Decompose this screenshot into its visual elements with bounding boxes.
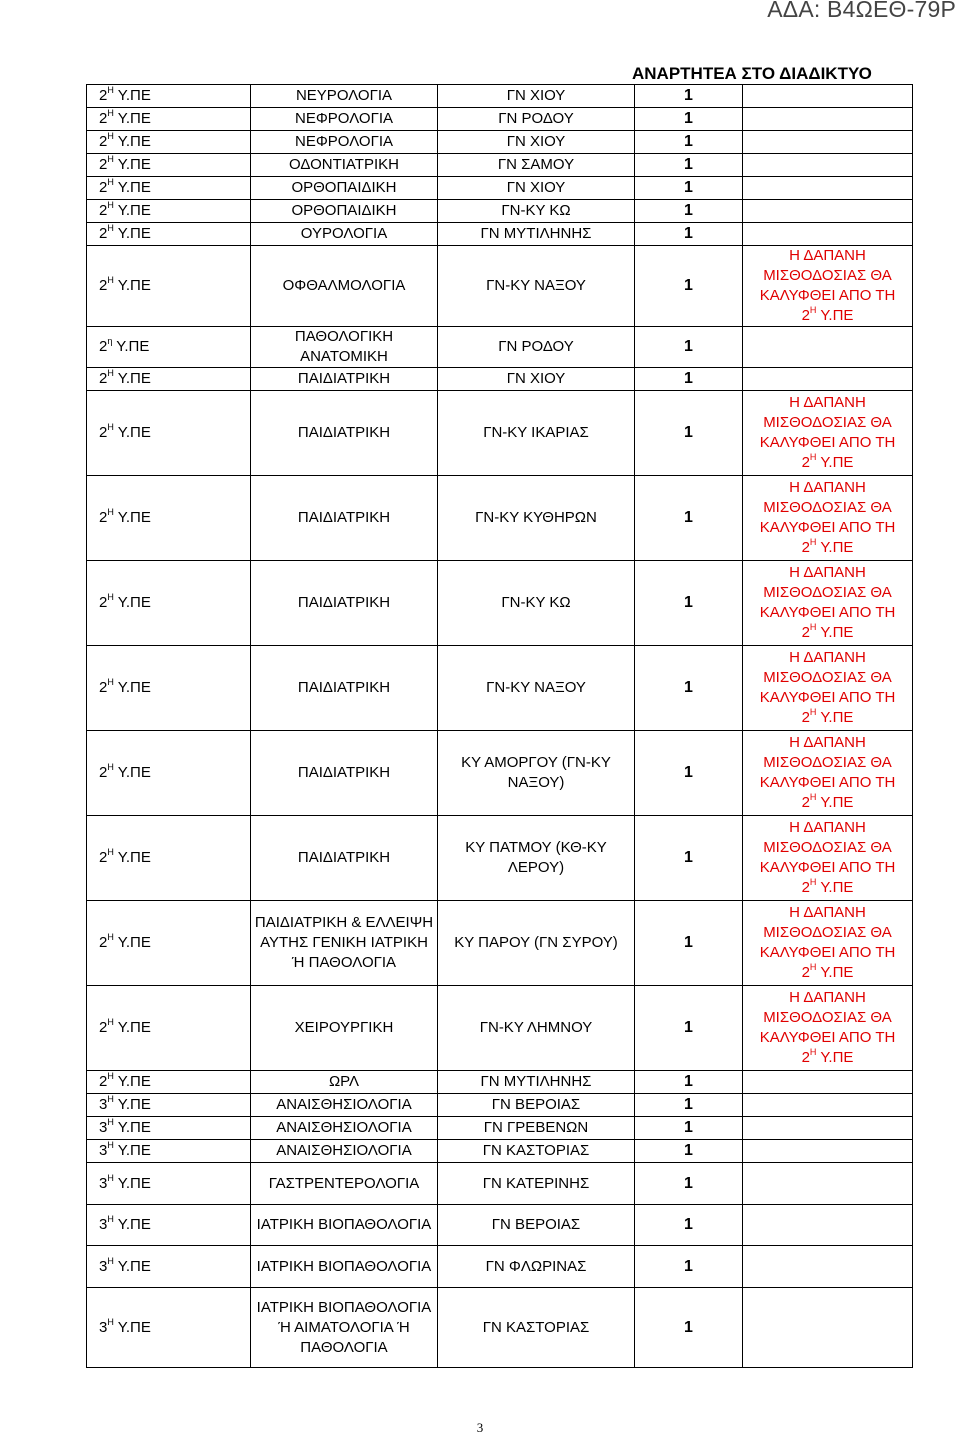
region-suffix: Υ.ΠΕ xyxy=(117,225,151,242)
region-suffix: Υ.ΠΕ xyxy=(117,1216,151,1233)
region-number: 3 xyxy=(99,1257,108,1275)
region-cell xyxy=(87,731,251,816)
ada-code: ΑΔΑ: Β4ΩΕΘ-79Ρ xyxy=(767,0,956,22)
region-superscript: Η xyxy=(107,1214,114,1224)
table-row xyxy=(87,368,913,391)
region-number: 2 xyxy=(99,1019,108,1036)
region-number: 2 xyxy=(99,202,108,219)
funding-note-number: 2 xyxy=(801,709,810,726)
count-cell: 1 xyxy=(635,391,743,476)
hospital-cell: ΓΝ ΡΟΔΟΥ xyxy=(438,327,635,368)
count-cell: 1 xyxy=(635,1117,743,1140)
funding-note-cell xyxy=(743,200,913,223)
funding-note-cell xyxy=(743,1288,913,1368)
table-row xyxy=(87,1071,913,1094)
hospital-cell: ΓΝ-ΚΥ ΛΗΜΝΟΥ xyxy=(438,986,635,1071)
region-suffix: Υ.ΠΕ xyxy=(117,594,151,611)
region-cell xyxy=(87,368,251,391)
region-cell xyxy=(87,1117,251,1140)
region-number: 2 xyxy=(99,679,108,696)
funding-note-cell xyxy=(743,1205,913,1246)
region-superscript: Η xyxy=(107,275,114,285)
count-cell: 1 xyxy=(635,131,743,154)
funding-note-suffix: Υ.ΠΕ xyxy=(820,624,854,641)
region-superscript: Η xyxy=(107,85,114,95)
count-cell: 1 xyxy=(635,200,743,223)
table-row xyxy=(87,1117,913,1140)
region-superscript: Η xyxy=(107,154,114,164)
hospital-cell: ΓΝ ΚΑΣΤΟΡΙΑΣ xyxy=(438,1140,635,1163)
count-cell: 1 xyxy=(635,1205,743,1246)
hospital-cell: ΓΝ ΜΥΤΙΛΗΝΗΣ xyxy=(438,1071,635,1094)
region-suffix: Υ.ΠΕ xyxy=(117,679,151,696)
page-number: 3 xyxy=(476,1420,484,1435)
hospital-cell: ΓΝ ΓΡΕΒΕΝΩΝ xyxy=(438,1117,635,1140)
region-cell xyxy=(87,154,251,177)
funding-note-number: 2 xyxy=(801,454,810,471)
region-number: 3 xyxy=(99,1216,108,1233)
specialty-cell: ΠΑΙΔΙΑΤΡΙΚΗ xyxy=(251,391,438,476)
hospital-cell: ΓΝ ΧΙΟΥ xyxy=(438,177,635,200)
table-row xyxy=(87,816,913,901)
region-superscript: Η xyxy=(107,847,114,857)
count-cell: 1 xyxy=(635,646,743,731)
funding-note-superscript: Η xyxy=(809,305,817,315)
positions-table-body xyxy=(87,85,913,1368)
region-superscript: Η xyxy=(107,1316,114,1327)
funding-note-text: Η ΔΑΠΑΝΗ ΜΙΣΘΟΔΟΣΙΑΣ ΘΑ ΚΑΛΥΦΘΕΙ ΑΠΟ ΤΗ xyxy=(759,564,896,621)
funding-note-cell xyxy=(743,901,913,986)
region-number: 3 xyxy=(99,1119,108,1136)
count-cell: 1 xyxy=(635,1246,743,1288)
specialty-cell: ΠΑΙΔΙΑΤΡΙΚΗ xyxy=(251,646,438,731)
funding-note-cell xyxy=(743,1117,913,1140)
funding-note-text: Η ΔΑΠΑΝΗ ΜΙΣΘΟΔΟΣΙΑΣ ΘΑ ΚΑΛΥΦΘΕΙ ΑΠΟ ΤΗ xyxy=(759,479,896,536)
funding-note-cell xyxy=(743,561,913,646)
specialty-cell: ΑΝΑΙΣΘΗΣΙΟΛΟΓΙΑ xyxy=(251,1094,438,1117)
region-cell xyxy=(87,200,251,223)
count-cell: 1 xyxy=(635,1163,743,1205)
specialty-cell: ΟΡΘΟΠΑΙΔΙΚΗ xyxy=(251,177,438,200)
specialty-cell: ΝΕΥΡΟΛΟΓΙΑ xyxy=(251,85,438,108)
region-cell xyxy=(87,816,251,901)
region-number: 2 xyxy=(99,1073,108,1090)
region-number: 3 xyxy=(99,1318,108,1336)
funding-note-cell xyxy=(743,1163,913,1205)
funding-note-suffix: Υ.ΠΕ xyxy=(820,879,854,896)
funding-note-number: 2 xyxy=(801,879,810,896)
hospital-cell: ΓΝ-ΚΥ ΝΑΞΟΥ xyxy=(438,246,635,327)
table-row xyxy=(87,131,913,154)
region-superscript: Η xyxy=(107,1117,114,1127)
table-row xyxy=(87,1288,913,1368)
count-cell: 1 xyxy=(635,246,743,327)
table-row xyxy=(87,1163,913,1205)
region-cell xyxy=(87,131,251,154)
region-superscript: Η xyxy=(107,1071,114,1081)
funding-note-cell xyxy=(743,246,913,327)
funding-note-cell xyxy=(743,108,913,131)
specialty-cell: ΓΑΣΤΡΕΝΤΕΡΟΛΟΓΙΑ xyxy=(251,1163,438,1205)
table-row xyxy=(87,327,913,368)
region-number: 3 xyxy=(99,1096,108,1113)
region-suffix: Υ.ΠΕ xyxy=(117,1019,151,1036)
region-number: 2 xyxy=(99,133,108,150)
region-superscript: Η xyxy=(107,368,114,378)
region-cell xyxy=(87,986,251,1071)
table-row xyxy=(87,986,913,1071)
hospital-cell: ΚΥ ΠΑΤΜΟΥ (ΚΘ-ΚΥ ΛΕΡΟΥ) xyxy=(438,816,635,901)
region-cell xyxy=(87,561,251,646)
region-suffix: Υ.ΠΕ xyxy=(117,370,151,387)
funding-note-cell xyxy=(743,85,913,108)
region-suffix: Υ.ΠΕ xyxy=(117,764,151,781)
region-superscript: Η xyxy=(107,762,114,772)
region-cell xyxy=(87,1071,251,1094)
table-row xyxy=(87,154,913,177)
region-suffix: Υ.ΠΕ xyxy=(117,1096,151,1113)
region-cell xyxy=(87,1246,251,1288)
region-cell xyxy=(87,246,251,327)
funding-note-text: Η ΔΑΠΑΝΗ ΜΙΣΘΟΔΟΣΙΑΣ ΘΑ ΚΑΛΥΦΘΕΙ ΑΠΟ ΤΗ xyxy=(759,819,896,876)
specialty-cell: ΠΑΙΔΙΑΤΡΙΚΗ xyxy=(251,731,438,816)
specialty-cell: ΠΑΙΔΙΑΤΡΙΚΗ xyxy=(251,816,438,901)
region-number: 3 xyxy=(99,1174,108,1192)
region-superscript: Η xyxy=(107,223,114,233)
hospital-cell: ΓΝ ΚΑΣΤΟΡΙΑΣ xyxy=(438,1288,635,1368)
funding-note-cell xyxy=(743,391,913,476)
funding-note-cell xyxy=(743,327,913,368)
funding-note-suffix: Υ.ΠΕ xyxy=(820,539,854,556)
funding-note-superscript: Η xyxy=(809,622,817,632)
region-superscript: Η xyxy=(107,592,114,602)
specialty-cell: ΙΑΤΡΙΚΗ ΒΙΟΠΑΘΟΛΟΓΙΑ xyxy=(251,1205,438,1246)
table-row xyxy=(87,731,913,816)
table-row xyxy=(87,476,913,561)
hospital-cell: ΓΝ ΧΙΟΥ xyxy=(438,85,635,108)
count-cell: 1 xyxy=(635,368,743,391)
region-superscript: Η xyxy=(107,507,114,517)
region-number: 2 xyxy=(99,87,108,104)
region-number: 2 xyxy=(99,179,108,196)
count-cell: 1 xyxy=(635,108,743,131)
count-cell: 1 xyxy=(635,816,743,901)
specialty-cell: ΠΑΙΔΙΑΤΡΙΚΗ xyxy=(251,561,438,646)
table-row xyxy=(87,223,913,246)
region-suffix: Υ.ΠΕ xyxy=(116,338,150,355)
table-row xyxy=(87,200,913,223)
specialty-cell: ΠΑΘΟΛΟΓΙΚΗ ΑΝΑΤΟΜΙΚΗ xyxy=(251,327,438,368)
specialty-cell: ΩΡΛ xyxy=(251,1071,438,1094)
region-number: 2 xyxy=(99,934,108,951)
count-cell: 1 xyxy=(635,223,743,246)
region-superscript: Η xyxy=(107,422,114,432)
table-row xyxy=(87,901,913,986)
funding-note-suffix: Υ.ΠΕ xyxy=(820,454,854,471)
region-superscript: Η xyxy=(107,200,114,210)
hospital-cell: ΓΝ-ΚΥ ΙΚΑΡΙΑΣ xyxy=(438,391,635,476)
specialty-cell: ΝΕΦΡΟΛΟΓΙΑ xyxy=(251,108,438,131)
region-cell xyxy=(87,646,251,731)
hospital-cell: ΓΝ ΦΛΩΡΙΝΑΣ xyxy=(438,1246,635,1288)
region-superscript: η xyxy=(107,336,113,346)
count-cell: 1 xyxy=(635,1071,743,1094)
count-cell: 1 xyxy=(635,476,743,561)
specialty-cell: ΠΑΙΔΙΑΤΡΙΚΗ xyxy=(251,476,438,561)
count-cell: 1 xyxy=(635,1140,743,1163)
region-suffix: Υ.ΠΕ xyxy=(117,87,151,104)
funding-note-cell xyxy=(743,986,913,1071)
region-number: 2 xyxy=(99,764,108,781)
region-cell xyxy=(87,1205,251,1246)
count-cell: 1 xyxy=(635,327,743,368)
count-cell: 1 xyxy=(635,85,743,108)
region-suffix: Υ.ΠΕ xyxy=(117,509,151,526)
specialty-cell: ΑΝΑΙΣΘΗΣΙΟΛΟΓΙΑ xyxy=(251,1117,438,1140)
count-cell: 1 xyxy=(635,561,743,646)
region-superscript: Η xyxy=(107,108,114,118)
count-cell: 1 xyxy=(635,731,743,816)
specialty-cell: ΟΦΘΑΛΜΟΛΟΓΙΑ xyxy=(251,246,438,327)
funding-note-superscript: Η xyxy=(809,792,817,802)
region-suffix: Υ.ΠΕ xyxy=(117,849,151,866)
hospital-cell: ΓΝ-ΚΥ ΝΑΞΟΥ xyxy=(438,646,635,731)
funding-note-superscript: Η xyxy=(809,452,817,462)
funding-note-superscript: Η xyxy=(809,707,817,717)
region-cell xyxy=(87,1288,251,1368)
region-number: 2 xyxy=(99,225,108,242)
region-suffix: Υ.ΠΕ xyxy=(117,202,151,219)
hospital-cell: ΓΝ ΧΙΟΥ xyxy=(438,131,635,154)
region-number: 2 xyxy=(99,277,108,294)
region-number: 2 xyxy=(99,849,108,866)
region-number: 2 xyxy=(99,156,108,173)
funding-note-number: 2 xyxy=(801,794,810,811)
table-row xyxy=(87,108,913,131)
posting-notice: ΑΝΑΡΤΗΤΕΑ ΣΤΟ ΔΙΑΔΙΚΤΥΟ xyxy=(632,64,872,83)
funding-note-cell xyxy=(743,1246,913,1288)
table-row xyxy=(87,1094,913,1117)
funding-note-suffix: Υ.ΠΕ xyxy=(820,964,854,981)
funding-note-text: Η ΔΑΠΑΝΗ ΜΙΣΘΟΔΟΣΙΑΣ ΘΑ ΚΑΛΥΦΘΕΙ ΑΠΟ ΤΗ xyxy=(759,394,896,451)
region-suffix: Υ.ΠΕ xyxy=(117,1318,151,1336)
region-suffix: Υ.ΠΕ xyxy=(117,424,151,441)
specialty-cell: ΝΕΦΡΟΛΟΓΙΑ xyxy=(251,131,438,154)
funding-note-text: Η ΔΑΠΑΝΗ ΜΙΣΘΟΔΟΣΙΑΣ ΘΑ ΚΑΛΥΦΘΕΙ ΑΠΟ ΤΗ xyxy=(759,734,896,791)
funding-note-cell xyxy=(743,816,913,901)
funding-note-cell xyxy=(743,131,913,154)
count-cell: 1 xyxy=(635,901,743,986)
region-superscript: Η xyxy=(107,1017,114,1027)
funding-note-cell xyxy=(743,1071,913,1094)
count-cell: 1 xyxy=(635,1094,743,1117)
region-number: 2 xyxy=(99,110,108,127)
funding-note-superscript: Η xyxy=(809,962,817,972)
region-superscript: Η xyxy=(107,177,114,187)
funding-note-superscript: Η xyxy=(809,537,817,547)
region-number: 3 xyxy=(99,1142,108,1159)
funding-note-suffix: Υ.ΠΕ xyxy=(820,307,854,324)
count-cell: 1 xyxy=(635,986,743,1071)
region-cell xyxy=(87,223,251,246)
region-superscript: Η xyxy=(107,932,114,942)
funding-note-suffix: Υ.ΠΕ xyxy=(820,794,854,811)
region-cell xyxy=(87,1163,251,1205)
hospital-cell: ΓΝ ΡΟΔΟΥ xyxy=(438,108,635,131)
table-row xyxy=(87,1246,913,1288)
region-cell xyxy=(87,391,251,476)
funding-note-number: 2 xyxy=(801,539,810,556)
funding-note-suffix: Υ.ΠΕ xyxy=(820,1049,854,1066)
table-row xyxy=(87,246,913,327)
hospital-cell: ΓΝ-ΚΥ ΚΩ xyxy=(438,200,635,223)
specialty-cell: ΠΑΙΔΙΑΤΡΙΚΗ & ΕΛΛΕΙΨΗ ΑΥΤΗΣ ΓΕΝΙΚΗ ΙΑΤΡΙΚΗ Ή ΠΑΘΟΛΟΓΙΑ xyxy=(251,901,438,986)
hospital-cell: ΓΝ-ΚΥ ΚΩ xyxy=(438,561,635,646)
region-superscript: Η xyxy=(107,131,114,141)
funding-note-number: 2 xyxy=(801,1049,810,1066)
table-row xyxy=(87,561,913,646)
region-superscript: Η xyxy=(107,677,114,687)
region-suffix: Υ.ΠΕ xyxy=(117,934,151,951)
region-number: 2 xyxy=(99,509,108,526)
funding-note-text: Η ΔΑΠΑΝΗ ΜΙΣΘΟΔΟΣΙΑΣ ΘΑ ΚΑΛΥΦΘΕΙ ΑΠΟ ΤΗ xyxy=(759,649,896,706)
funding-note-suffix: Υ.ΠΕ xyxy=(820,709,854,726)
count-cell: 1 xyxy=(635,177,743,200)
table-row xyxy=(87,85,913,108)
table-row xyxy=(87,1205,913,1246)
hospital-cell: ΓΝ ΒΕΡΟΙΑΣ xyxy=(438,1094,635,1117)
region-number: 2 xyxy=(99,424,108,441)
specialty-cell: ΟΔΟΝΤΙΑΤΡΙΚΗ xyxy=(251,154,438,177)
region-suffix: Υ.ΠΕ xyxy=(117,1174,151,1192)
funding-note-cell xyxy=(743,154,913,177)
funding-note-cell xyxy=(743,731,913,816)
specialty-cell: ΠΑΙΔΙΑΤΡΙΚΗ xyxy=(251,368,438,391)
funding-note-cell xyxy=(743,1094,913,1117)
region-suffix: Υ.ΠΕ xyxy=(117,1073,151,1090)
region-suffix: Υ.ΠΕ xyxy=(117,1119,151,1136)
funding-note-cell xyxy=(743,223,913,246)
region-cell xyxy=(87,901,251,986)
region-cell xyxy=(87,1140,251,1163)
funding-note-superscript: Η xyxy=(809,877,817,887)
funding-note-text: Η ΔΑΠΑΝΗ ΜΙΣΘΟΔΟΣΙΑΣ ΘΑ ΚΑΛΥΦΘΕΙ ΑΠΟ ΤΗ xyxy=(759,904,896,961)
funding-note-superscript: Η xyxy=(809,1047,817,1057)
hospital-cell: ΚΥ ΠΑΡΟΥ (ΓΝ ΣΥΡΟΥ) xyxy=(438,901,635,986)
funding-note-number: 2 xyxy=(801,624,810,641)
region-number: 2 xyxy=(99,370,108,387)
hospital-cell: ΚΥ ΑΜΟΡΓΟΥ (ΓΝ-ΚΥ ΝΑΞΟΥ) xyxy=(438,731,635,816)
specialty-cell: ΑΝΑΙΣΘΗΣΙΟΛΟΓΙΑ xyxy=(251,1140,438,1163)
funding-note-number: 2 xyxy=(801,964,810,981)
count-cell: 1 xyxy=(635,1288,743,1368)
table-row xyxy=(87,391,913,476)
hospital-cell: ΓΝ-ΚΥ ΚΥΘΗΡΩΝ xyxy=(438,476,635,561)
funding-note-text: Η ΔΑΠΑΝΗ ΜΙΣΘΟΔΟΣΙΑΣ ΘΑ ΚΑΛΥΦΘΕΙ ΑΠΟ ΤΗ xyxy=(759,989,896,1046)
funding-note-cell xyxy=(743,368,913,391)
hospital-cell: ΓΝ ΚΑΤΕΡΙΝΗΣ xyxy=(438,1163,635,1205)
region-superscript: Η xyxy=(107,1172,114,1183)
region-suffix: Υ.ΠΕ xyxy=(117,1257,151,1275)
region-cell xyxy=(87,476,251,561)
specialty-cell: ΟΥΡΟΛΟΓΙΑ xyxy=(251,223,438,246)
region-cell xyxy=(87,85,251,108)
table-row xyxy=(87,1140,913,1163)
region-cell xyxy=(87,108,251,131)
specialty-cell: ΙΑΤΡΙΚΗ ΒΙΟΠΑΘΟΛΟΓΙΑ Ή ΑΙΜΑΤΟΛΟΓΙΑ Ή ΠΑΘΟΛΟΓΙΑ xyxy=(251,1288,438,1368)
hospital-cell: ΓΝ ΒΕΡΟΙΑΣ xyxy=(438,1205,635,1246)
specialty-cell: ΧΕΙΡΟΥΡΓΙΚΗ xyxy=(251,986,438,1071)
funding-note-number: 2 xyxy=(801,307,810,324)
region-suffix: Υ.ΠΕ xyxy=(117,133,151,150)
region-suffix: Υ.ΠΕ xyxy=(117,179,151,196)
table-row xyxy=(87,177,913,200)
specialty-cell: ΙΑΤΡΙΚΗ ΒΙΟΠΑΘΟΛΟΓΙΑ xyxy=(251,1246,438,1288)
specialty-cell: ΟΡΘΟΠΑΙΔΙΚΗ xyxy=(251,200,438,223)
table-row xyxy=(87,646,913,731)
region-suffix: Υ.ΠΕ xyxy=(117,156,151,173)
region-suffix: Υ.ΠΕ xyxy=(117,110,151,127)
region-number: 2 xyxy=(99,594,108,611)
funding-note-cell xyxy=(743,476,913,561)
funding-note-cell xyxy=(743,177,913,200)
hospital-cell: ΓΝ ΧΙΟΥ xyxy=(438,368,635,391)
region-cell xyxy=(87,327,251,368)
region-suffix: Υ.ΠΕ xyxy=(117,277,151,294)
region-suffix: Υ.ΠΕ xyxy=(117,1142,151,1159)
region-number: 2 xyxy=(99,338,108,355)
hospital-cell: ΓΝ ΣΑΜΟΥ xyxy=(438,154,635,177)
hospital-cell: ΓΝ ΜΥΤΙΛΗΝΗΣ xyxy=(438,223,635,246)
funding-note-cell xyxy=(743,646,913,731)
funding-note-cell xyxy=(743,1140,913,1163)
positions-table xyxy=(86,84,913,1368)
region-superscript: Η xyxy=(107,1140,114,1150)
region-cell xyxy=(87,1094,251,1117)
funding-note-text: Η ΔΑΠΑΝΗ ΜΙΣΘΟΔΟΣΙΑΣ ΘΑ ΚΑΛΥΦΘΕΙ ΑΠΟ ΤΗ xyxy=(759,247,896,304)
region-superscript: Η xyxy=(107,1255,114,1266)
count-cell: 1 xyxy=(635,154,743,177)
region-superscript: Η xyxy=(107,1094,114,1104)
region-cell xyxy=(87,177,251,200)
